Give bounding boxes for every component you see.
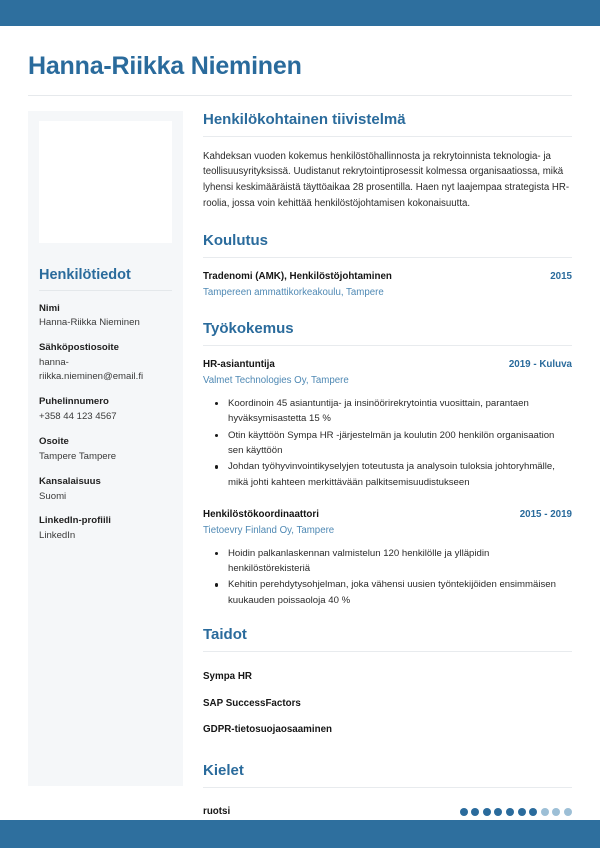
two-column-layout xyxy=(28,111,572,822)
section-experience xyxy=(203,320,572,608)
job-date: 2019 - Kuluva xyxy=(508,359,572,371)
language-name: ruotsi xyxy=(203,806,231,818)
personal-details-divider xyxy=(39,290,172,291)
rating-dot-empty xyxy=(564,808,572,816)
section-summary xyxy=(203,111,572,212)
contact-value: Tampere Tampere xyxy=(39,450,117,462)
contact-label: LinkedIn-profiili xyxy=(39,515,111,527)
job-date: 2015 - 2019 xyxy=(519,508,572,520)
skills-divider xyxy=(203,651,572,652)
experience-divider xyxy=(203,345,572,346)
summary-text: Kahdeksan vuoden kokemus henkilöstöhallinnosta ja rekrytoinnista teknologia- ja teollisuusyrityksissä. Uudistanut rekrytointiprosessit kolmessa organisaatiossa, mikä lyhensi keskimääräistä täyttöaikaa 28 prosentilla. Haen nyt laajempaa strategista HR-roolia, jossa voin kehittää henkilöstöjohtamisen kokonaisuutta. xyxy=(203,150,570,209)
language-level-rating xyxy=(460,808,572,816)
education-degree: Tradenomi (AMK), Henkilöstöjohtaminen xyxy=(203,271,392,283)
personal-details-heading: Henkilötiedot xyxy=(39,266,131,283)
education-date: 2015 xyxy=(550,271,572,283)
list-item: Sympa HR xyxy=(203,670,252,682)
experience-heading: Työkokemus xyxy=(203,320,294,338)
contact-item-linkedin xyxy=(39,514,172,543)
education-entry xyxy=(203,270,572,300)
contact-value: hanna-riikka.nieminen@email.fi xyxy=(39,357,144,383)
skills-heading: Taidot xyxy=(203,625,247,643)
job-title: HR-asiantuntija xyxy=(203,359,275,371)
contact-label: Puhelinnumero xyxy=(39,396,109,408)
experience-entry-header xyxy=(203,358,572,373)
experience-entry xyxy=(203,358,572,490)
experience-entry-header xyxy=(203,508,572,523)
header-accent-band xyxy=(0,0,600,26)
job-title: Henkilöstökoordinaattori xyxy=(203,508,319,520)
rating-dot-filled xyxy=(506,808,514,816)
footer-accent-band xyxy=(0,820,600,848)
rating-dot-filled xyxy=(529,808,537,816)
contact-item-nationality xyxy=(39,475,172,504)
list-item: GDPR-tietosuojaosaaminen xyxy=(203,724,333,736)
job-bullet-list xyxy=(203,396,572,490)
summary-heading: Henkilökohtainen tiivistelmä xyxy=(203,110,406,128)
education-heading: Koulutus xyxy=(203,232,268,250)
main-column xyxy=(203,111,572,822)
resume-content xyxy=(0,26,600,820)
list-item: SAP SuccessFactors xyxy=(203,697,301,709)
sidebar xyxy=(28,111,183,786)
job-bullet-list xyxy=(203,546,572,608)
rating-dot-filled xyxy=(471,808,479,816)
education-entry-header xyxy=(203,270,572,285)
list-item: Kehitin perehdytysohjelman, joka vähensi uusien työntekijöiden ensimmäisen kuukauden poissaoloja 40 % xyxy=(203,577,572,608)
page-title: Hanna-Riikka Nieminen xyxy=(28,52,302,80)
languages-divider xyxy=(203,787,572,788)
rating-dot-filled xyxy=(494,808,502,816)
education-institution: Tampereen ammattikorkeakoulu, Tampere xyxy=(203,287,384,299)
contact-item-phone xyxy=(39,395,172,424)
contact-value: +358 44 123 4567 xyxy=(39,410,117,422)
list-item: Johdan työhyvinvointikyselyjen toteutusta ja analysoin tuloksia johtoryhmälle, mikä johti kahteen merkittävään palkitsemisuudistukseen xyxy=(203,459,572,490)
summary-divider xyxy=(203,136,572,137)
section-education xyxy=(203,232,572,300)
contact-label: Kansalaisuus xyxy=(39,475,101,487)
contact-value: Hanna-Riikka Nieminen xyxy=(39,317,140,329)
list-item: Hoidin palkanlaskennan valmistelun 120 henkilölle ja ylläpidin henkilöstörekisteriä xyxy=(203,546,572,577)
rating-dot-empty xyxy=(552,808,560,816)
rating-dot-empty xyxy=(541,808,549,816)
education-divider xyxy=(203,257,572,258)
skills-list xyxy=(203,664,572,744)
contact-item-name xyxy=(39,302,172,331)
job-company: Tietoevry Finland Oy, Tampere xyxy=(203,524,335,536)
section-languages xyxy=(203,762,572,817)
contact-value: Suomi xyxy=(39,490,67,502)
title-divider xyxy=(28,95,572,96)
profile-photo-placeholder xyxy=(39,121,172,243)
list-item: Otin käyttöön Sympa HR -järjestelmän ja koulutin 200 henkilön organisaation sen käyttöön xyxy=(203,428,572,459)
section-skills xyxy=(203,626,572,744)
contact-item-address xyxy=(39,435,172,464)
rating-dot-filled xyxy=(483,808,491,816)
rating-dot-filled xyxy=(460,808,468,816)
contact-label: Osoite xyxy=(39,435,69,447)
contact-item-email xyxy=(39,341,172,384)
list-item: Koordinoin 45 asiantuntija- ja insinöörirekrytointia vuosittain, parantaen hyväksymisastetta 15 % xyxy=(203,396,572,427)
contact-label: Sähköpostiosoite xyxy=(39,342,119,354)
contact-label: Nimi xyxy=(39,302,60,314)
job-company: Valmet Technologies Oy, Tampere xyxy=(203,374,349,386)
experience-entry xyxy=(203,508,572,608)
rating-dot-filled xyxy=(518,808,526,816)
languages-heading: Kielet xyxy=(203,762,244,780)
language-item xyxy=(203,800,572,817)
contact-value[interactable]: LinkedIn xyxy=(39,530,76,542)
